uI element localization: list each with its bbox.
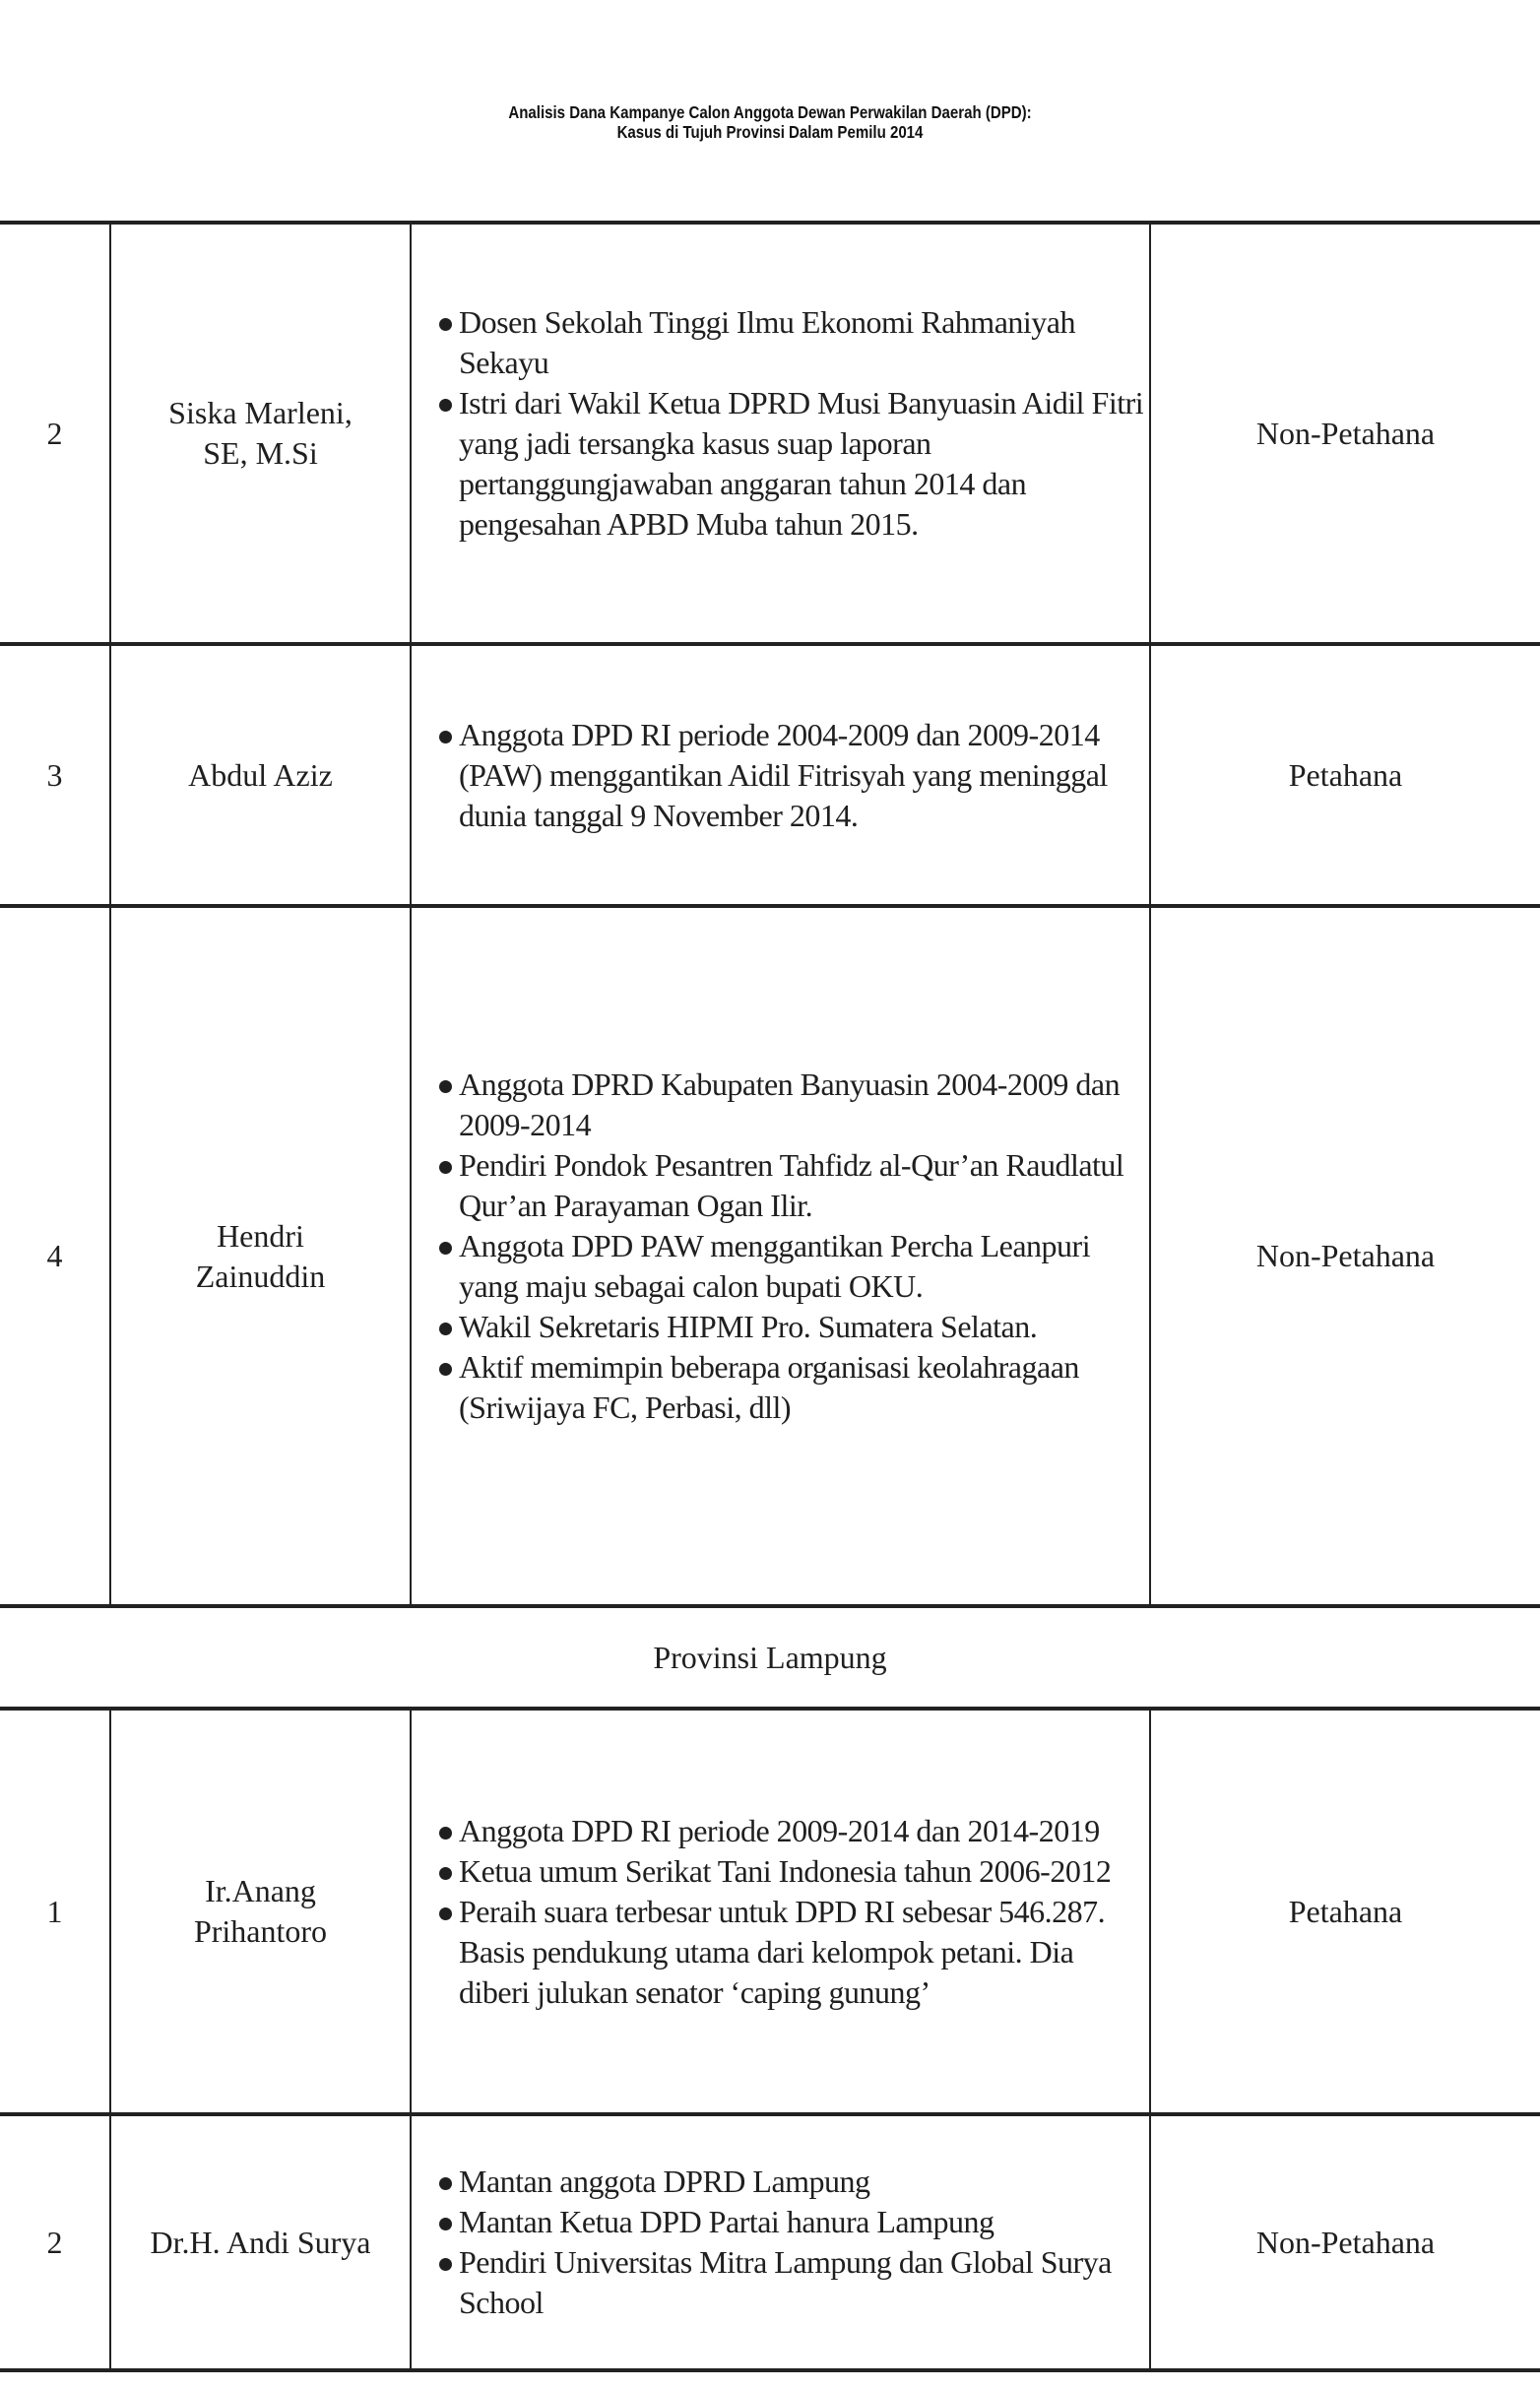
table-row <box>0 644 1540 906</box>
profile-item: Peraih suara terbesar untuk DPD RI sebesar 546.287. Basis pendukung utama dari kelompok petani. Dia diberi julukan senator ‘caping gunung’ <box>459 1892 1149 2013</box>
name-line: SE, M.Si <box>203 435 318 471</box>
header-title-line-1: Analisis Dana Kampanye Calon Anggota Dewan Perwakilan Daerah (DPD): <box>508 102 1032 122</box>
profile-item: Mantan anggota DPRD Lampung <box>459 2162 1149 2202</box>
table-row <box>0 223 1540 644</box>
incumbent-status: Non-Petahana <box>1150 906 1540 1606</box>
incumbent-status: Non-Petahana <box>1150 223 1540 644</box>
table-row <box>0 2114 1540 2370</box>
candidate-name <box>110 644 411 906</box>
profile-item: Anggota DPD RI periode 2009-2014 dan 2014-2019 <box>459 1811 1149 1851</box>
incumbent-status: Non-Petahana <box>1150 2114 1540 2370</box>
profile-item: Mantan Ketua DPD Partai hanura Lampung <box>459 2202 1149 2242</box>
name-line: Abdul Aziz <box>188 756 333 793</box>
header-title-line-2: Kasus di Tujuh Provinsi Dalam Pemilu 2014 <box>616 122 924 142</box>
incumbent-status: Petahana <box>1150 644 1540 906</box>
name-line: Ir.Anang <box>205 1873 316 1908</box>
province-heading-row <box>0 1606 1540 1709</box>
candidate-profile <box>411 1709 1150 2114</box>
profile-item: Wakil Sekretaris HIPMI Pro. Sumatera Selatan. <box>459 1307 1149 1347</box>
candidate-profile <box>411 223 1150 644</box>
profile-item: Dosen Sekolah Tinggi Ilmu Ekonomi Rahmaniyah Sekayu <box>459 302 1149 383</box>
profile-item: Pendiri Pondok Pesantren Tahfidz al-Qur’an Raudlatul Qur’an Parayaman Ogan Ilir. <box>459 1145 1149 1226</box>
candidate-profile <box>411 906 1150 1606</box>
name-line: Zainuddin <box>195 1258 326 1294</box>
row-number: 2 <box>0 2114 110 2370</box>
candidate-profile <box>411 644 1150 906</box>
candidate-profile <box>411 2114 1150 2370</box>
candidate-name <box>110 2114 411 2370</box>
candidate-name <box>110 223 411 644</box>
profile-item: Anggota DPD RI periode 2004-2009 dan 2009-2014 (PAW) menggantikan Aidil Fitrisyah yang meninggal dunia tanggal 9 November 2014. <box>459 715 1149 836</box>
incumbent-status: Petahana <box>1150 1709 1540 2114</box>
row-number: 3 <box>0 644 110 906</box>
page-header <box>107 102 1432 142</box>
profile-item: Ketua umum Serikat Tani Indonesia tahun 2006-2012 <box>459 1851 1149 1892</box>
candidate-table <box>0 221 1540 2372</box>
row-number: 2 <box>0 223 110 644</box>
profile-item: Anggota DPD PAW menggantikan Percha Leanpuri yang maju sebagai calon bupati OKU. <box>459 1226 1149 1307</box>
province-heading: Provinsi Lampung <box>0 1606 1540 1709</box>
profile-item: Anggota DPRD Kabupaten Banyuasin 2004-2009 dan 2009-2014 <box>459 1065 1149 1145</box>
table-row <box>0 906 1540 1606</box>
name-line: Prihantoro <box>193 1913 328 1949</box>
name-line: Dr.H. Andi Surya <box>150 2224 371 2260</box>
candidate-name <box>110 906 411 1606</box>
row-number: 4 <box>0 906 110 1606</box>
row-number: 1 <box>0 1709 110 2114</box>
name-line: Siska Marleni, <box>168 395 353 430</box>
profile-item: Aktif memimpin beberapa organisasi keolahragaan (Sriwijaya FC, Perbasi, dll) <box>459 1347 1149 1428</box>
profile-item: Pendiri Universitas Mitra Lampung dan Global Surya School <box>459 2242 1149 2323</box>
profile-item: Istri dari Wakil Ketua DPRD Musi Banyuasin Aidil Fitri yang jadi tersangka kasus suap laporan pertanggungjawaban anggaran tahun 2014 dan pengesahan APBD Muba tahun 2015. <box>459 383 1149 545</box>
table-row <box>0 1709 1540 2114</box>
candidate-name <box>110 1709 411 2114</box>
name-line: Hendri <box>217 1217 304 1254</box>
